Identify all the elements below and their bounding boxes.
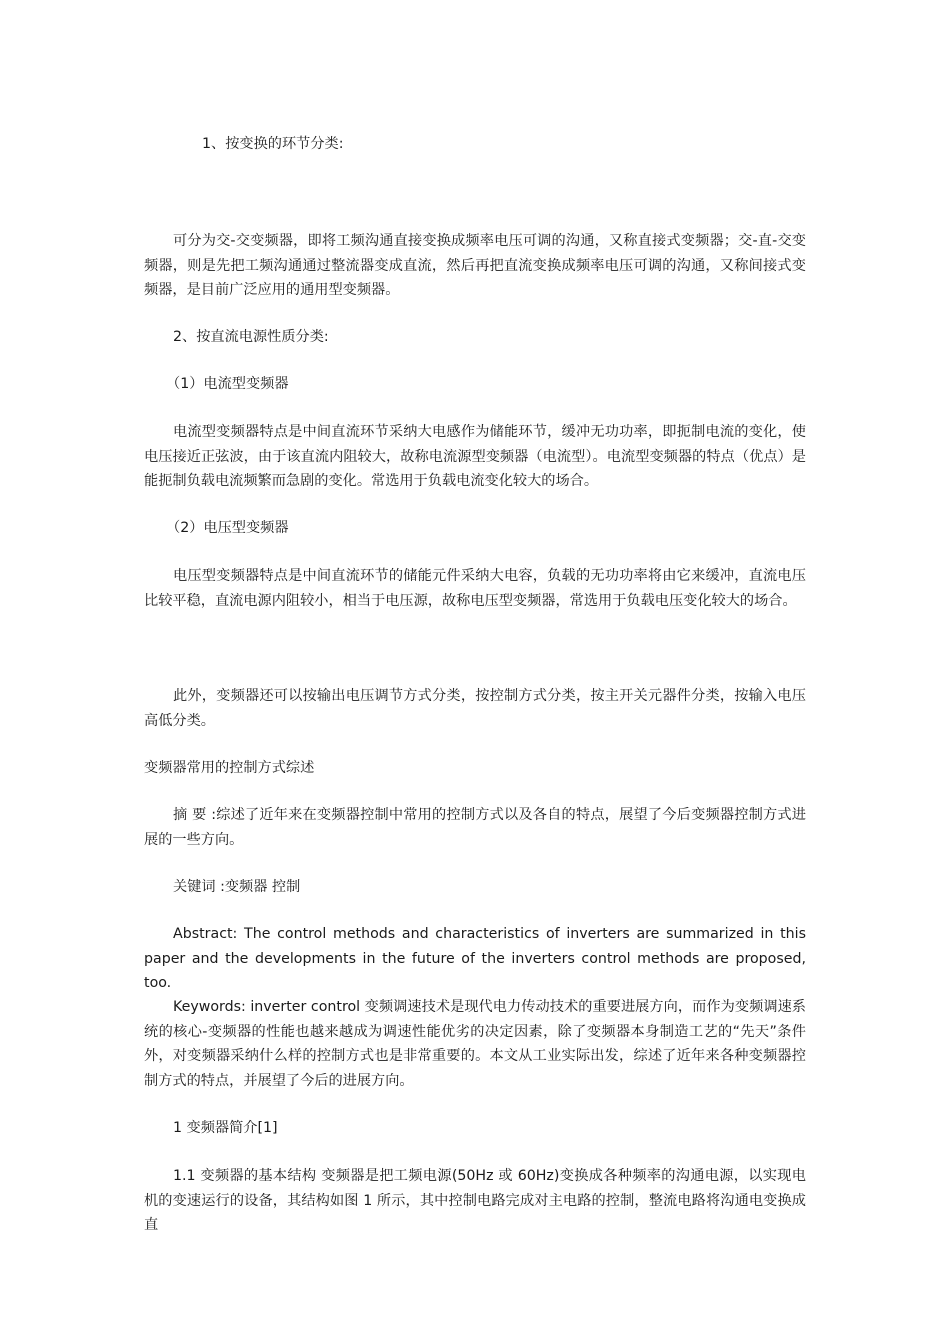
abstract-chinese: 摘 要 :综述了近年来在变频器控制中常用的控制方式以及各自的特点，展望了今后变频器控制方式进展的一些方向。 <box>144 807 806 848</box>
heading-classification-by-stage: 1、按变换的环节分类: <box>202 136 344 152</box>
article-title: 变频器常用的控制方式综述 <box>144 760 315 776</box>
paragraph-current-type: 电流型变频器特点是中间直流环节采纳大电感作为储能环节，缓冲无功功率，即扼制电流的变化，使电压接近正弦波，由于该直流内阻较大，故称电流源型变频器（电流型）。电流型变频器的特点（优点）是能扼制负载电流频繁而急剧的变化。常选用于负载电流变化较大的场合。 <box>144 424 806 489</box>
keywords-chinese: 关键词 :变频器 控制 <box>173 879 301 895</box>
paragraph-voltage-type: 电压型变频器特点是中间直流环节的储能元件采纳大电容，负载的无功功率将由它来缓冲，直流电压比较平稳，直流电源内阻较小，相当于电压源，故称电压型变频器，常选用于负载电压变化较大的场合。 <box>144 568 806 609</box>
paragraph-ac-ac-ac-dc-ac: 可分为交-交变频器，即将工频沟通直接变换成频率电压可调的沟通，又称直接式变频器；交-直-交变频器，则是先把工频沟通通过整流器变成直流，然后再把直流变换成频率电压可调的沟通，又称间接式变频器，是目前广泛应用的通用型变频器。 <box>144 233 806 298</box>
abstract-english: Abstract: The control methods and characteristics of inverters are summarized in this paper and the developments in the future of the inverters control methods are proposed, too. <box>144 926 806 991</box>
paragraph-other-classifications: 此外，变频器还可以按输出电压调节方式分类，按控制方式分类，按主开关元器件分类，按输入电压高低分类。 <box>144 688 806 729</box>
section-inverter-intro: 1 变频器简介[1] <box>173 1120 278 1136</box>
subheading-current-type: （1）电流型变频器 <box>166 376 289 392</box>
keywords-english-and-intro: Keywords: inverter control 变频调速技术是现代电力传动技术的重要进展方向，而作为变频调速系统的核心-变频器的性能也越来越成为调速性能优劣的决定因素，除了变频器本身制造工艺的“先天”条件外，对变频器采纳什么样的控制方式也是非常重要的。本文从工业实际出发，综述了近年来各种变频器控制方式的特点，并展望了今后的进展方向。 <box>144 999 806 1089</box>
section-basic-structure: 1.1 变频器的基本结构 变频器是把工频电源(50Hz 或 60Hz)变换成各种频率的沟通电源，以实现电机的变速运行的设备，其结构如图 1 所示，其中控制电路完成对主电路的控制，整流电路将沟通电变换成直 <box>144 1168 806 1233</box>
heading-classification-by-dc-source: 2、按直流电源性质分类: <box>173 329 329 345</box>
subheading-voltage-type: （2）电压型变频器 <box>166 520 289 536</box>
